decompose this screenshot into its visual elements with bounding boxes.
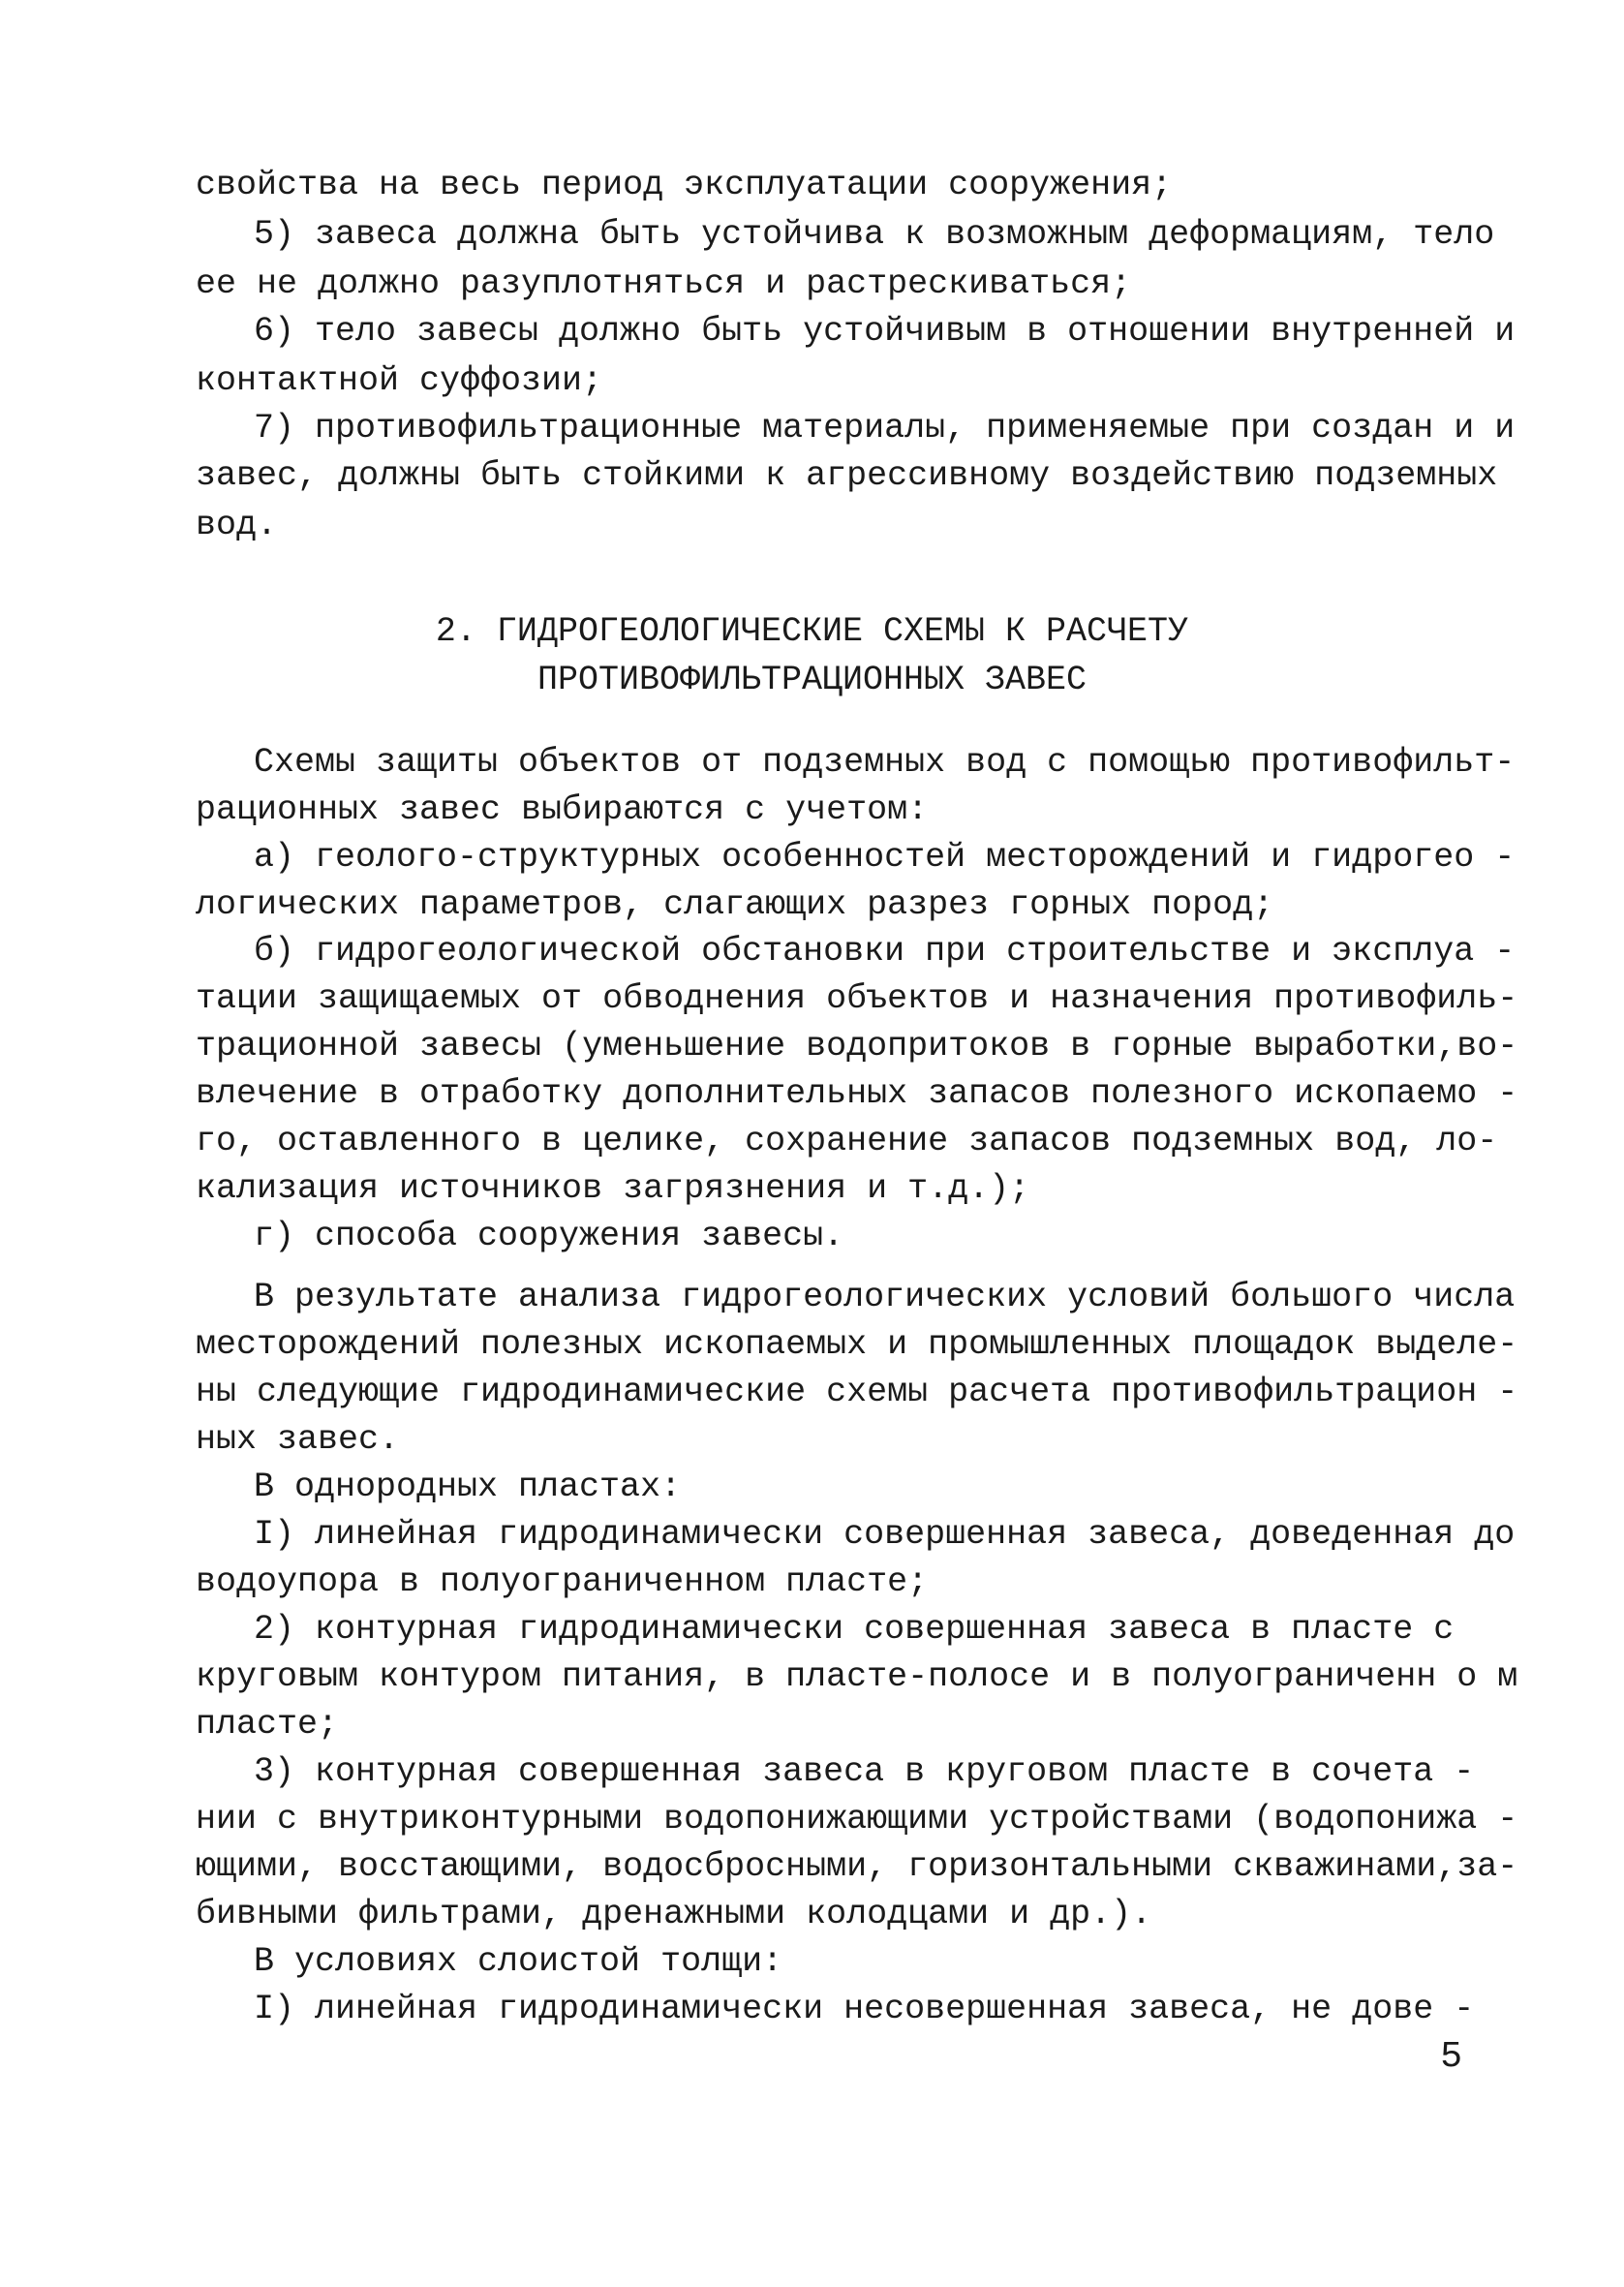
text-line: влечение в отработку дополнительных запасов полезного ископаемо - [196, 1074, 1518, 1113]
section-heading-line2: ПРОТИВОФИЛЬТРАЦИОННЫХ ЗАВЕС [536, 661, 1088, 699]
text-line: свойства на весь период эксплуатации сооружения; [196, 166, 1173, 204]
subheading-homogeneous: В однородных пластах: [254, 1468, 682, 1506]
text-line: кализация источников загрязнения и т.д.); [196, 1169, 1030, 1208]
list-item-b: б) гидрогеологической обстановки при строительстве и эксплуа - [254, 932, 1516, 971]
text-line: контактной суффозии; [196, 361, 603, 400]
list-item-5: 5) завеса должна быть устойчива к возможным деформациям, тело [254, 215, 1495, 254]
page-number: 5 [1440, 2036, 1462, 2078]
text-line: тации защищаемых от обводнения объектов и назначения противофиль- [196, 979, 1518, 1018]
text-line: месторождений полезных ископаемых и промышленных площадок выделе- [196, 1325, 1518, 1364]
text-line: круговым контуром питания, в пласте-полосе и в полуограниченн о м [196, 1657, 1518, 1696]
text-line: нии с внутриконтурными водопонижающими устройствами (водопонижа - [196, 1800, 1518, 1839]
list-item-g: г) способа сооружения завесы. [254, 1217, 844, 1255]
text-line: вод. [196, 506, 278, 544]
section-heading-line1: 2. ГИДРОГЕОЛОГИЧЕСКИЕ СХЕМЫ К РАСЧЕТУ [435, 612, 1189, 651]
subheading-layered: В условиях слоистой толщи: [254, 1942, 783, 1981]
list-item-1: I) линейная гидродинамически совершенная завеса, доведенная до [254, 1515, 1516, 1554]
list-item-6: 6) тело завесы должно быть устойчивым в отношении внутренней и [254, 312, 1516, 351]
text-line: ющими, восстающими, водосбросными, горизонтальными скважинами,за- [196, 1847, 1518, 1886]
text-line: В результате анализа гидрогеологических условий большого числа [254, 1278, 1516, 1316]
text-line: Схемы защиты объектов от подземных вод с помощью противофильт- [254, 743, 1516, 782]
text-line: водоупора в полуограниченном пласте; [196, 1562, 929, 1601]
text-line: ных завес. [196, 1420, 400, 1459]
text-line: го, оставленного в целике, сохранение запасов подземных вод, ло- [196, 1122, 1498, 1160]
text-line: ее не должно разуплотняться и растрескиваться; [196, 264, 1132, 303]
text-line: ны следующие гидродинамические схемы расчета противофильтрацион - [196, 1373, 1518, 1411]
list-item-1-layered: I) линейная гидродинамически несовершенная завеса, не дове - [254, 1990, 1475, 2028]
list-item-2: 2) контурная гидродинамически совершенная завеса в пласте с [254, 1610, 1455, 1649]
text-line: пласте; [196, 1705, 339, 1744]
list-item-3: 3) контурная совершенная завеса в круговом пласте в сочета - [254, 1752, 1475, 1791]
text-line: бивными фильтрами, дренажными колодцами и др.). [196, 1895, 1152, 1933]
text-line: рационных завес выбираются с учетом: [196, 790, 929, 829]
list-item-7: 7) противофильтрационные материалы, применяемые при создан и и [254, 409, 1516, 448]
text-line: завес, должны быть стойкими к агрессивному воздействию подземных [196, 456, 1498, 495]
text-line: трационной завесы (уменьшение водопритоков в горные выработки,во- [196, 1027, 1518, 1066]
text-line: логических параметров, слагающих разрез горных пород; [196, 885, 1274, 924]
list-item-a: а) геолого-структурных особенностей месторождений и гидрогео - [254, 838, 1516, 877]
